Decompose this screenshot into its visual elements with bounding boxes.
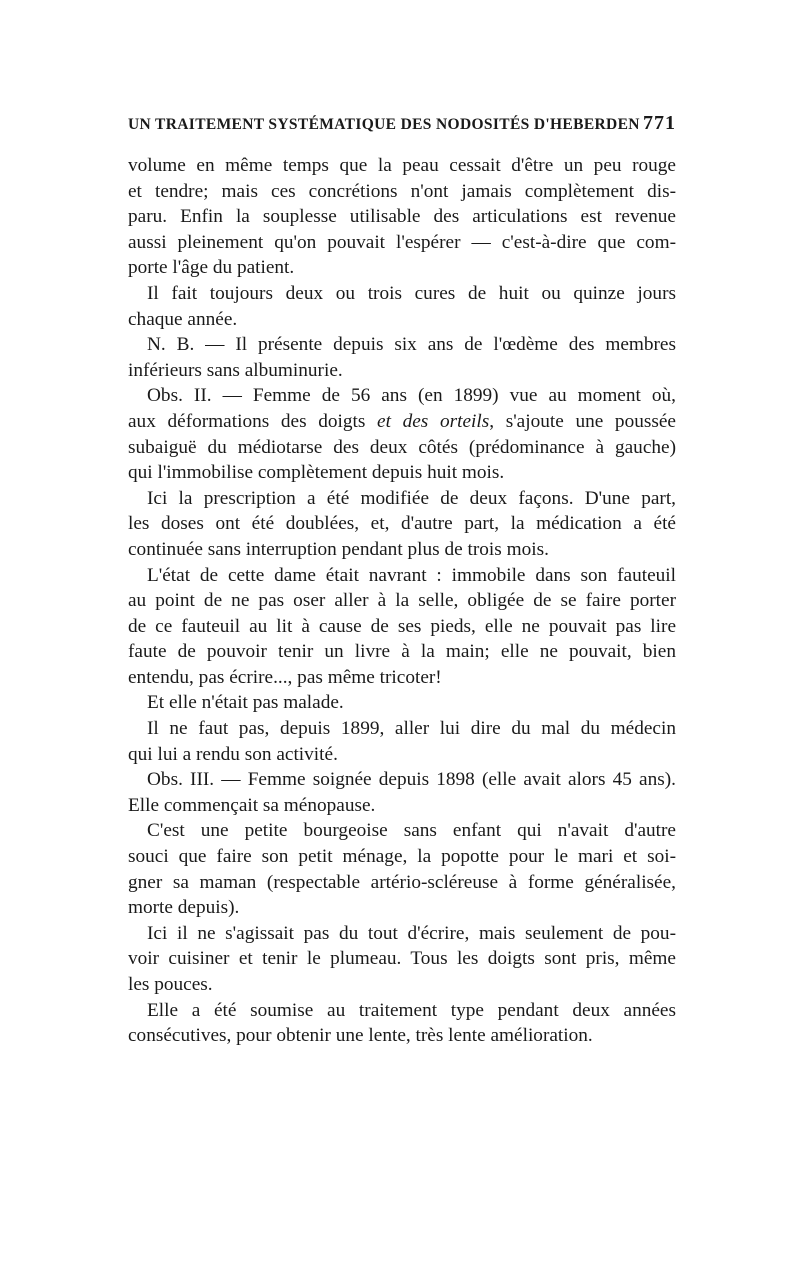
text-segment: aux déformations des doigts — [128, 410, 366, 432]
text-line: faute de pouvoir tenir un livre à la main; elle ne pouvait, bien — [128, 641, 676, 663]
text-line: inférieurs sans albuminurie. — [128, 359, 343, 381]
text-line-mixed — [128, 409, 676, 435]
text-line: N. B. — Il présente depuis six ans de l'œdème des membres — [147, 334, 676, 356]
text-line: chaque année. — [128, 308, 238, 330]
obs-heading-line: Obs. III. — Femme soignée depuis 1898 (elle avait alors 45 ans). — [147, 769, 676, 791]
text-line: continuée sans interruption pendant plus de trois mois. — [128, 538, 549, 560]
text-line: L'état de cette dame était navrant : immobile dans son fauteuil — [147, 564, 676, 586]
running-header — [128, 112, 676, 142]
text-line: au point de ne pas oser aller à la selle, obligée de se faire porter — [128, 590, 676, 612]
text-line: voir cuisiner et tenir le plumeau. Tous les doigts sont pris, même — [128, 948, 676, 970]
text-line: souci que faire son petit ménage, la popotte pour le mari et soi- — [128, 846, 676, 868]
body-text — [128, 153, 676, 1049]
text-line: Ici il ne s'agissait pas du tout d'écrire, mais seulement de pou- — [147, 922, 676, 944]
text-line: paru. Enfin la souplesse utilisable des articulations est revenue — [128, 206, 676, 228]
text-line: porte l'âge du patient. — [128, 257, 295, 279]
text-line: aussi pleinement qu'on pouvait l'espérer — c'est-à-dire que com- — [128, 231, 676, 253]
text-line: C'est une petite bourgeoise sans enfant qui n'avait d'autre — [147, 820, 676, 842]
text-segment: , s'ajoute une poussée — [489, 410, 676, 432]
text-line: Elle commençait sa ménopause. — [128, 794, 376, 816]
text-line: les pouces. — [128, 974, 213, 995]
text-line: Il ne faut pas, depuis 1899, aller lui dire du mal du médecin — [147, 718, 676, 740]
text-line: Ici la prescription a été modifiée de deux façons. D'une part, — [147, 487, 676, 509]
page-number: 771 — [643, 112, 676, 134]
obs-heading-line: Obs. II. — Femme de 56 ans (en 1899) vue au moment où, — [147, 385, 676, 407]
text-line: Elle a été soumise au traitement type pendant deux années — [147, 999, 676, 1021]
text-line: gner sa maman (respectable artério-scléreuse à forme généralisée, — [128, 871, 676, 893]
text-line: et tendre; mais ces concrétions n'ont jamais complètement dis- — [128, 180, 676, 202]
text-line: de ce fauteuil au lit à cause de ses pieds, elle ne pouvait pas lire — [128, 615, 676, 637]
text-line: les doses ont été doublées, et, d'autre part, la médication a été — [128, 513, 676, 535]
text-line: Il fait toujours deux ou trois cures de huit ou quinze jours — [147, 282, 676, 304]
text-line: entendu, pas écrire..., pas même tricoter! — [128, 666, 442, 688]
text-line: qui l'immobilise complètement depuis huit mois. — [128, 462, 505, 484]
text-line: volume en même temps que la peau cessait d'être un peu rouge — [128, 155, 676, 176]
text-line: morte depuis). — [128, 897, 240, 919]
running-title: UN TRAITEMENT SYSTÉMATIQUE DES NODOSITÉS D'HEBERDEN — [128, 116, 640, 133]
italic-segment: et des orteils — [377, 410, 490, 432]
text-line: subaiguë du médiotarse des deux côtés (prédominance à gauche) — [128, 436, 676, 458]
text-line: qui lui a rendu son activité. — [128, 743, 338, 765]
text-line: Et elle n'était pas malade. — [147, 692, 344, 714]
text-line: consécutives, pour obtenir une lente, très lente amélioration. — [128, 1025, 593, 1047]
